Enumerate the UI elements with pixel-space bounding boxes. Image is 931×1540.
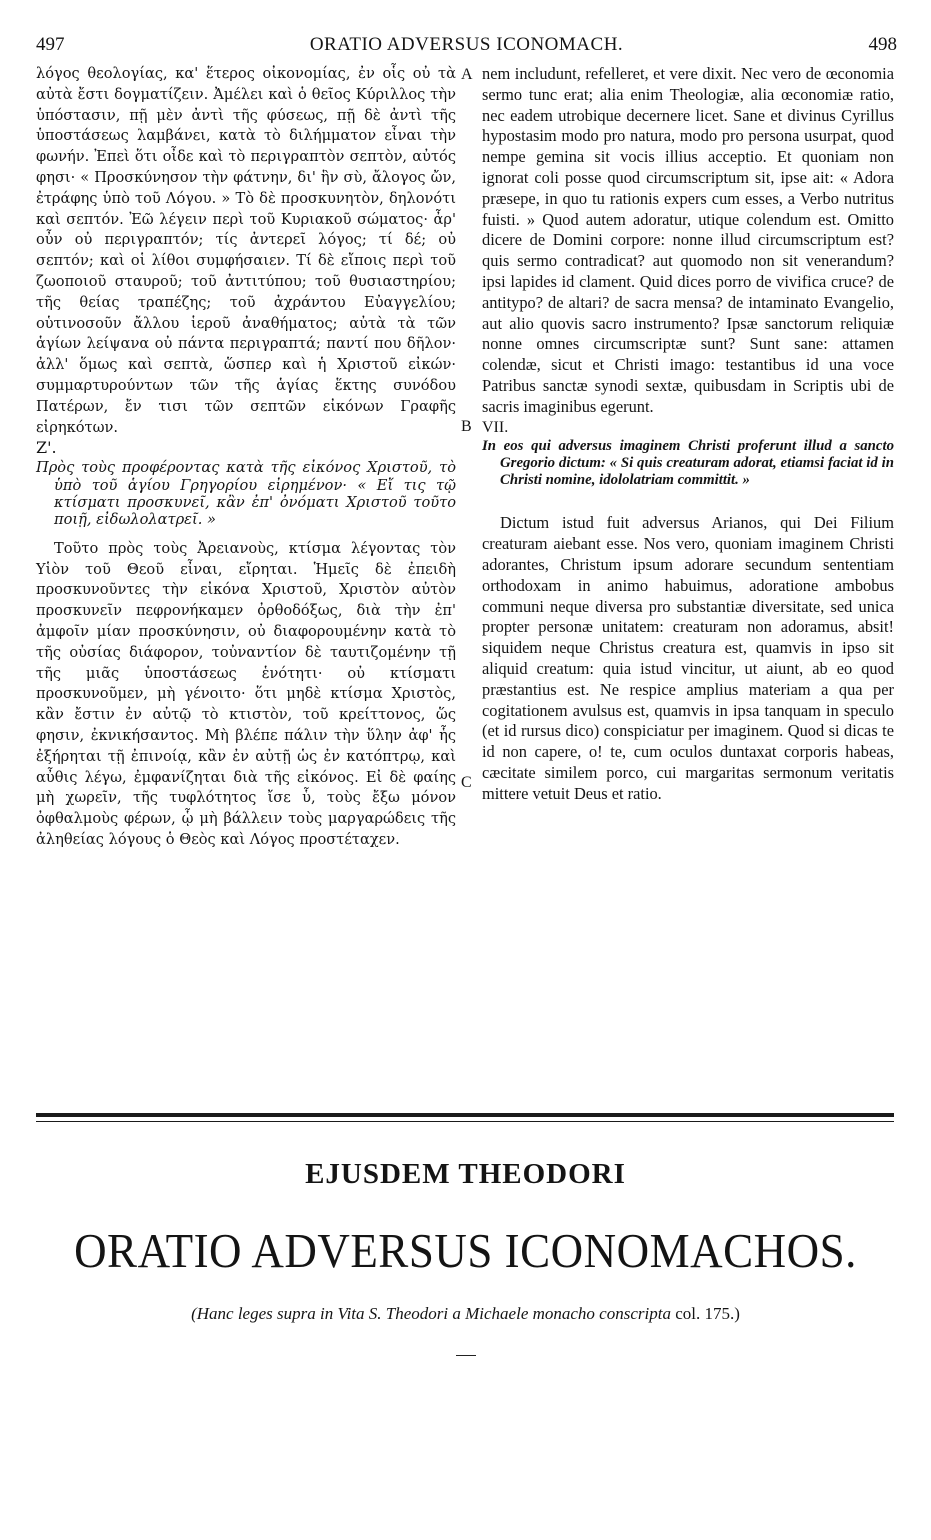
new-work-note-reference: col. 175.) [675,1304,740,1323]
greek-section-rubric: Πρὸς τοὺς προφέροντας κατὰ τῆς εἰκόνος Χριστοῦ, τὸ ὑπὸ τοῦ ἁγίου Γρηγορίου εἰρημένον· « Εἴ τις τῷ κτίσματι προσκυνεῖ, κἂν ἐπ' ὀνόματι Χριστοῦ τοῦτο ποιῇ, εἰδωλολατρεῖ. » [36,459,456,529]
page-number-left: 497 [36,34,65,55]
margin-letter-b: B [461,418,472,435]
margin-letter-a: A [461,66,473,83]
page-number-right: 498 [868,34,897,55]
latin-paragraph-2: Dictum istud fuit adversus Arianos, qui Dei Filium creaturam aiebant esse. Nos vero, quoniam imaginem Christi adorantes, Christum ipsum adorare secundum sententiam orthodoxam in animo habuimus, adoratione ambobus communi neque diversa pro substantiæ diversitate, sed unica propter personæ unitatem: creaturam non adoramus, absit! siquidem neque Christus creatura est, quamvis in ipso sit aliquid creatum: quia istud vincitur, ut aiunt, ab eo quod præstantius est. Ne respice amplius materiam a qua per cogitationem avulsus est, quamvis in ipsa tanquam in speculo (et id rursus dico) conspiciatur per imaginem. Quod si dicas te id non capere, o! te, cum oculos duntaxat corporis habeas, cæcitate similem porco, cui margaritas sermonum veritatis mittere vetuit Deus et ratio. [482,513,894,803]
new-work-note-text: (Hanc leges supra in Vita S. Theodori a Michaele monacho conscripta [191,1304,671,1323]
latin-column [482,64,894,805]
latin-section-number: VII. [482,418,509,436]
greek-paragraph-1: λόγος θεολογίας, κα' ἕτερος οἰκονομίας, ἐν οἷς οὐ τὰ αὐτὰ ἔστι δογματίζειν. Ἀμέλει καὶ ὁ θεῖος Κύριλλος τὴν ὑπόστασιν, πῇ μὲν ἀντὶ τῆς φύσεως, πῇ δὲ ἀντὶ τῆς ὑποστάσεως λαμβάνει, κατὰ τὸ διλήμματον εἶναι τὴν φωνήν. Ἐπεὶ ὅτι οἶδε καὶ τὸ περιγραπτὸν σεπτὸν, αὐτός φησι· « Προσκύνησον τὴν φάτνην, δι' ἣν σὺ, ἄλογος ὤν, ἐτράφης ὑπὸ τοῦ Λόγου. » Τὸ δὲ προσκυνητὸν, δηλονότι καὶ σεπτόν. Ἐῶ λέγειν περὶ τοῦ Κυριακοῦ σώματος· ἆρ' οὖν οὐ περιγραπτόν; τίς ἀντερεῖ λόγος; τί δέ; οὐ σεπτόν; καὶ οἱ λίθοι συμφήσαιεν. Τί δὲ εἴποις περὶ τοῦ ζωοποιοῦ σταυροῦ; τοῦ ἀντιτύπου; τοῦ θυσιαστηρίου; τῆς θείας τραπέζης; τοῦ ἀχράντου Εὐαγγελίου; οὑτινοσοῦν ἄλλου ἱεροῦ ἀναθήματος; αὐτὰ τὰ τῶν ἁγίων λείψανα οὐ πάντα περιγραπτά; παντί που δῆλον· ἀλλ' ὅμως καὶ σεπτὰ, ὥσπερ καὶ ἡ Χριστοῦ εἰκών· συμμαρτυρούντων τῶν τῆς ἁγίας ἕκτης συνόδου Πατέρων, ἔν τισι τῶν σεπτῶν εἰκόνων Γραφῆς εἰρηκότων. [36,65,456,436]
new-work-author-heading: EJUSDEM THEODORI [305,1158,626,1190]
section-divider-thick [36,1113,894,1117]
new-work-note [0,1304,931,1324]
new-work-title: ORATIO ADVERSUS ICONOMACHOS. [74,1224,857,1278]
running-title: ORATIO ADVERSUS ICONOMACH. [309,34,624,55]
margin-letter-c: C [461,774,472,791]
greek-paragraph-2: Τοῦτο πρὸς τοὺς Ἀρειανοὺς, κτίσμα λέγοντας τὸν Υἱὸν τοῦ Θεοῦ εἶναι, εἴρηται. Ἡμεῖς δὲ ἐπειδὴ προσκυνοῦντες τὴν εἰκόνα Χριστοῦ, Χριστὸν αὐτὸν προσκυνεῖν πεφρονήκαμεν ὀρθοδόξως, διὰ τὴν ἐπ' ἀμφοῖν μίαν προσκύνησιν, οὐ διαφορουμένην κατὰ τὸ τῆς οὐσίας διάφορον, τοὐναντίον δὲ ταυτιζομένην τῇ τῆς μιᾶς ὑποστάσεως ἑνότητι· οὐ κτίσματι προσκυνοῦμεν, μὴ γένοιτο· ὅτι μηδὲ κτίσμα Χριστὸς, κἂν ἔστιν ἐν αὐτῷ τὸ κτιστὸν, τοῦ κρείττονος, ὥς φησιν, ἐκνικήσαντος. Μὴ βλέπε πάλιν τὴν ὕλην ἀφ' ἧς ἐξήρηται τῇ ἐπινοίᾳ, κἂν ἐν αὐτῇ ὡς ἐν κατόπτρῳ, καὶ αὖθις λέγω, ἐμφανίζηται διὰ τῆς εἰκόνος. Εἰ δὲ φαίης μὴ χωρεῖν, τῆς τυφλότητος ἴσε ὗ, τοὺς ἔξω μόνον ὀφθαλμοὺς φέρων, ᾧ μὴ βάλλειν τοὺς μαργαρώδεις τῆς ἀληθείας λόγους ὁ Θεὸς καὶ Λόγος προστέταχεν. [36,539,456,848]
running-header [36,34,897,58]
closing-dash [456,1355,476,1356]
latin-section-rubric: In eos qui adversus imaginem Christi proferunt illud a sancto Gregorio dictum: « Si quis creaturam adorat, etiamsi faciat id in Christi nomine, idololatriam committit. » [482,438,894,489]
greek-column [36,64,456,851]
section-divider-thin [36,1121,894,1122]
greek-section-number: Ζ'. [36,438,57,458]
latin-paragraph-1: nem includunt, refelleret, et vere dixit. Nec vero de œconomia sermo tunc erat; alia enim Theologiæ, alia œconomiæ ratio, nec eadem utrobique decernere licet. Sane et divinus Cyrillus hypostasim modo pro natura, modo pro persona usurpat, quod nempe gemina sit vocis illius acceptio. Et quoniam non ignorat coli posse quod circumscriptum sit, ipse ait: « Adora præsepe, in quo tu rationis expers cum esses, a Verbo nutritus fuisti. » Quod autem adoratur, utique colendum est. Omitto dicere de Domini corpore: nonne illud circumscriptum est? quis sermo contradicat? aut quomodo non sit venerandum? ipsi lapides id clament. Quid dices porro de vivifica cruce? de antitypo? de altari? de sacra mensa? de intaminato Evangelio, aut alio quovis sacro instrumento? Ipsæ sanctorum reliquiæ nonne omnes circumscriptæ sunt? Sunt sane: attamen colendæ, sicut et Christi imago: testantibus id una voce Patribus sanctæ synodi sextæ, quibusdam in Scriptis ubi de sacris imaginibus egerunt. [482,64,894,416]
